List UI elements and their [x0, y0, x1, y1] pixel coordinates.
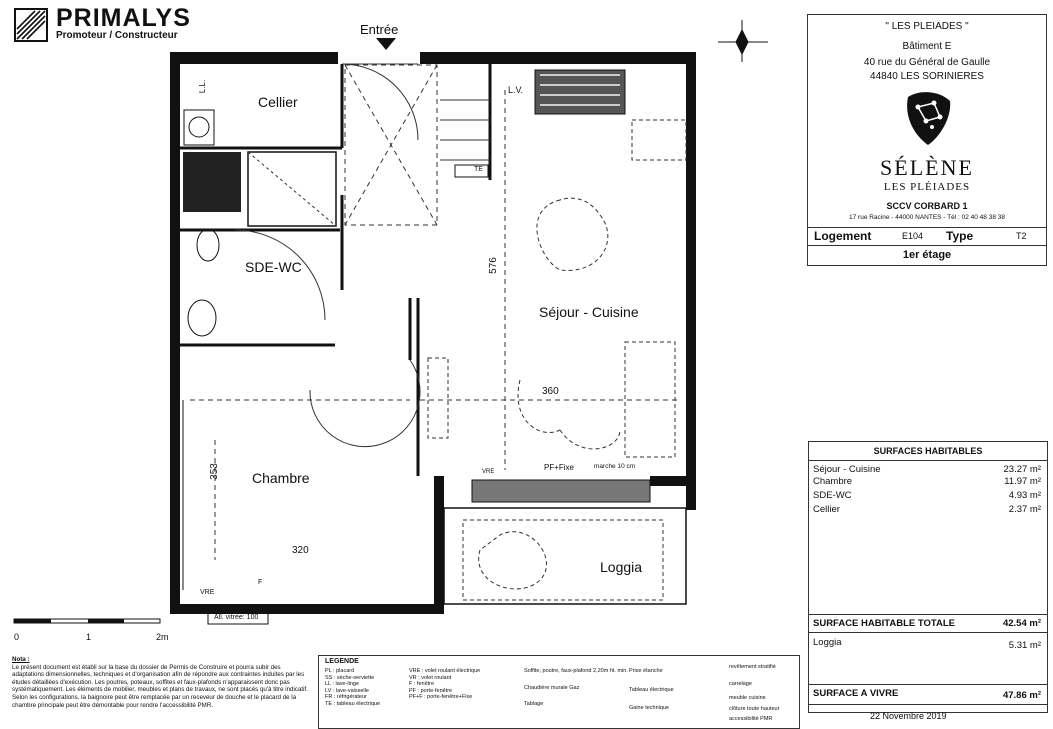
surfaces-table: [808, 441, 1048, 713]
surface-label-chambre: Chambre: [813, 476, 853, 487]
label-marche: marche 10 cm: [594, 463, 636, 470]
project-info-box: [807, 14, 1047, 266]
project-name: " LES PLEIADES ": [885, 21, 969, 32]
sccv-name: SCCV CORBARD 1: [886, 201, 968, 211]
surface-value-cellier: 2.37 m²: [1008, 504, 1041, 515]
surface-vivre-value: 47.86 m²: [1002, 690, 1041, 701]
label-vre-loggia: VRE: [482, 469, 495, 475]
sccv-address: 17 rue Racine - 44000 NANTES - Tél : 02 40 48 38 38: [849, 214, 1005, 221]
label-ll: L.L.: [198, 79, 208, 94]
label-lv: L.V.: [508, 85, 524, 95]
selene-logo-icon: [900, 87, 956, 147]
legend-col-2: VRE : volet roulant électrique VR : volet roulant F : fenêtre PF : porte-fenêtre PF+F : porte-fenêtre+Fixe: [409, 668, 481, 700]
legend-col-4: Prise étanche Tableau électrique Gaine technique: [629, 668, 674, 711]
dimension-576: 576: [487, 257, 499, 274]
surface-value-sejour: 23.27 m²: [1003, 464, 1041, 475]
notes-text: Le présent document est établi sur la base du dossier de Permis de Construire et pourra subir des adaptations dimensionnelles, techniques et d'organisation afin de répondre aux contraintes induites par les études détaillées d'exécution. Les poutres, poteaux, soffites et faux-plafonds n'apparaissent donc pas systématiquement. Les éléments de mobilier, meubles et plans de travaux, ne sont placés qu'à titre indicatif. Selon les configurations, la baignoire peut être remplacée par un receveur de douche et le placard de la chambre principale peut être démontable pour rendre l'accessibilité PMR.: [12, 663, 308, 709]
dimension-353: 353: [208, 463, 220, 480]
document-date: 22 Novembre 2019: [870, 711, 947, 721]
dimension-360: 360: [542, 386, 559, 397]
project-address-2: 44840 LES SORINIERES: [870, 71, 984, 82]
brand-subtitle: Promoteur / Constructeur: [56, 30, 178, 41]
legend-title: LEGENDE: [325, 658, 359, 665]
room-label-chambre: Chambre: [252, 470, 310, 486]
notes-title: Nota :: [12, 656, 30, 663]
label-f: F: [258, 579, 263, 586]
project-building: Bâtiment E: [902, 41, 952, 52]
surface-total-label: SURFACE HABITABLE TOTALE: [813, 618, 955, 629]
floor-level: 1er étage: [902, 249, 952, 261]
legend-box: [318, 655, 800, 729]
scale-label-0: 0: [14, 632, 20, 642]
surface-value-sde-wc: 4.93 m²: [1008, 490, 1041, 501]
room-label-cellier: Cellier: [258, 94, 298, 110]
surface-loggia-label: Loggia: [813, 637, 842, 648]
surface-label-sejour: Séjour - Cuisine: [813, 464, 881, 475]
type-label: Type: [946, 229, 974, 243]
dimension-320: 320: [292, 545, 309, 556]
surface-vivre-label: SURFACE A VIVRE: [813, 688, 899, 699]
room-label-loggia: Loggia: [600, 559, 643, 575]
legend-col-3: Soffite, poutre, faux-plafond 2,20m ht. min. Chaudière murale Gaz Tablage: [524, 668, 628, 707]
label-all-vitree: All. vitrée: 100: [214, 614, 259, 621]
legend-col-1: PL : placard SS : sèche-serviette LL : lave-linge LV : lave-vaisselle FR : réfrigérateur TE : tableau électrique: [325, 668, 381, 707]
project-address-1: 40 rue du Général de Gaulle: [863, 57, 991, 68]
logement-label: Logement: [814, 229, 872, 243]
surface-label-sde-wc: SDE-WC: [813, 490, 852, 501]
label-pf-fixe: PF+Fixe: [544, 463, 575, 472]
surface-value-chambre: 11.97 m²: [1004, 476, 1041, 487]
scale-label-2m: 2m: [156, 632, 169, 642]
brand-name: PRIMALYS: [56, 4, 191, 32]
label-te: TE: [474, 166, 483, 173]
room-label-sejour: Séjour - Cuisine: [539, 304, 639, 320]
selene-subtitle: LES PLÉIADES: [883, 181, 971, 193]
surfaces-header: SURFACES HABITABLES: [809, 442, 1047, 461]
legend-col-5: revêtement stratifié carrelage meuble cuisine clôture toute hauteur accessibilité PMR: [729, 664, 780, 722]
surface-label-cellier: Cellier: [813, 504, 840, 515]
surface-loggia-value: 5.31 m²: [1008, 640, 1041, 651]
notes-block: [12, 656, 312, 709]
scale-label-1: 1: [86, 632, 92, 642]
type-value: T2: [1016, 231, 1027, 241]
logement-value: E104: [902, 231, 924, 241]
label-vre-chambre: VRE: [200, 589, 215, 596]
entrance-label: Entrée: [360, 22, 399, 37]
room-label-sde-wc: SDE-WC: [245, 259, 302, 275]
surface-total-value: 42.54 m²: [1002, 618, 1041, 629]
selene-title: SÉLÈNE: [880, 155, 974, 180]
